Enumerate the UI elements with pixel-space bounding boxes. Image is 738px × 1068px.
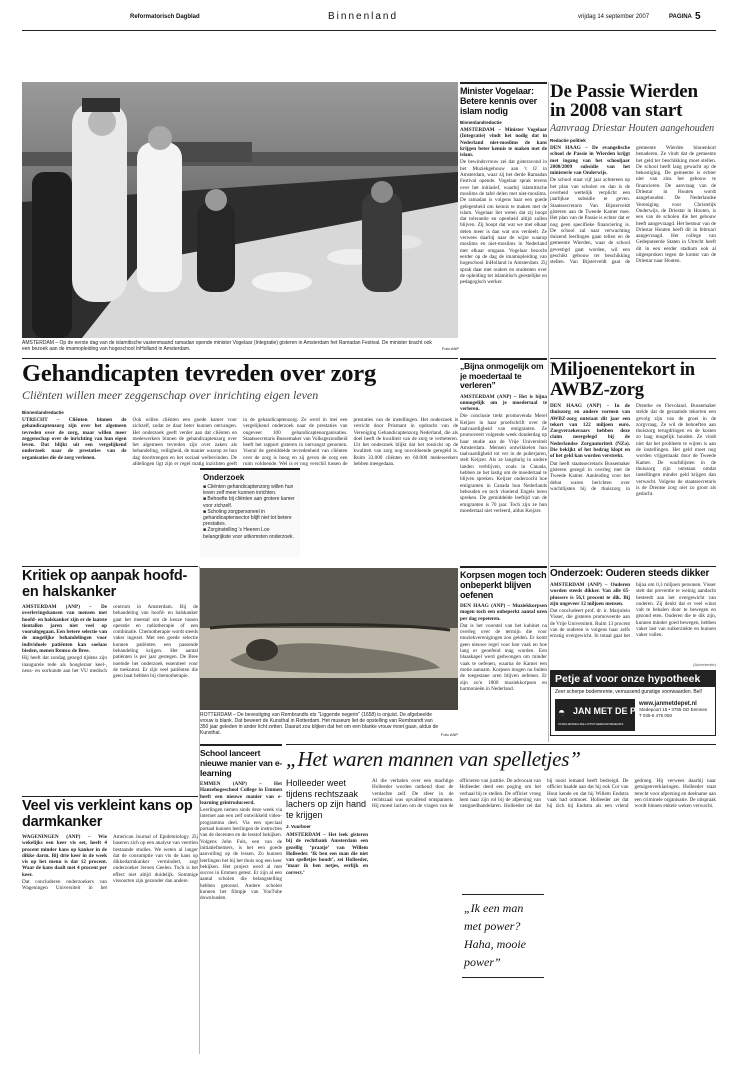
header-date: vrijdag 14 september 2007: [578, 14, 650, 20]
top-photo-credit: Foto ANP: [441, 346, 459, 351]
onderzoek-box-item: ■ Cliënten gehandicaptenzorg willen hun leven zelf meer kunnen inrichten.: [203, 484, 294, 497]
reclining-woman-etching-illustration: [200, 568, 458, 710]
veelvis-body: Dat concluderen onderzoekers van Wageningen Universiteit in het American Journal of Epidemiology. Zij baseren zich op een analyse van veertien bestaande studies. We weten al langer dat de consumptie van vis de kans op dikkedarmkanker vermindert, zegt onderzoeker Jeroen Geelen. Toch is het effect niet altijd duidelijk. Sommige vissoorten zijn gezonder dan andere.: [22, 834, 198, 892]
passie-subtitle: Aanvraag Driestar Houten aangehouden: [550, 123, 715, 134]
kritiek-headline: Kritiek op aanpak hoofd- en halskanker: [22, 568, 188, 600]
spelletjes-lead: AMSTERDAM – Het leek gisteren bij de rechtbank Amsterdam een gezellig ‘praatje’ van Willem Holleeder. ‘Ik ben een man die niet van spelletjes houdt’, zei Holleeder, ‘maar ik ben netjes, eerlijk en correct.’: [286, 832, 368, 876]
rembrandt-photo-caption: [200, 712, 440, 738]
vogelaar-article: [460, 86, 547, 354]
ouderen-rule: [550, 566, 716, 567]
bullet-icon: ■: [203, 508, 208, 515]
onderzoek-box-item: ■ Behoefte bij cliënten aan grotere kamer voor zichzelf.: [203, 496, 295, 509]
top-photo-caption-text: AMSTERDAM – Op de eerste dag van de islamitische vastenmaand ramadan opende minister Vogelaar (Integratie) gisteren in Amsterdam het Ramadan Festival. De minister bracht ook een bezoek aan de imamopleiding van hogeschool InHolland in Amsterdam.: [22, 340, 432, 352]
spelletjes-quote-text: „Ik een man met power? Haha, mooie power”: [464, 901, 526, 969]
bullet-icon: ■: [203, 496, 208, 503]
ad-phone: T 035-6 476 050: [639, 713, 672, 718]
miljoenentekort-lead: DEN HAAG (ANP) – In de thuiszorg en andere vormen van AWBZ-zorg ontstaat dit jaar een tekort van 122 miljoen euro. Zorgverzekeraars hebben deze claim neergelegd bij de Nederlandse Zorgautoriteit (NZa). Die bekijkt of het bedrag klopt en of het geld kan worden verstrekt.: [550, 403, 630, 460]
ad-logo: [555, 699, 648, 731]
ad-address: Stedepoort 15 • 3755 GD Eemnes: [639, 707, 708, 712]
spelletjes-kicker: Holleeder weet tijdens rechtszaak lachers op zijn hand te krijgen: [286, 778, 367, 820]
school-body: Leerlingen nemen sinds deze week via internet aan een zelf ontwikkeld video-programma deel. Via een speciaal portaal kunnen leerlingen de instructies van de docenten en de lesstof bekijken. Volgens John Fuls, een van de initiatiefnemers, is het een goede aanvulling op de lessen. Zo kunnen leerlingen het bij het thuis nog een keer bekijken. Het project werd al met succes in Emmen getest. Er zijn al een aantal scholen die belangstelling hebben getoond. Andere scholen kunnen het filmpje van YouTube downloaden.: [200, 807, 282, 902]
veelvis-rule: [22, 796, 198, 797]
veelvis-headline: Veel vis verkleint kans op darmkanker: [22, 798, 193, 830]
cap-icon: ◓: [558, 705, 566, 719]
gehandicapten-byline: Binnenlandredactie: [22, 410, 64, 415]
passie-byline: Redactie politiek: [550, 138, 586, 143]
top-photo-caption: [22, 340, 436, 354]
korpsen-body: Dat is het voorstel van het kabinet na overleg over de termijn die voor muziekverenigingen zou gelden. Er komt geen nieuwe regel voor hoe vaak en hoe lang er geoefend mag worden. Een blaaskapel werd gedwongen om minder vaak te oefenen, waarna de Kamer een motie aannam. Korpsen mogen nu buiten de toegestane uren blijven oefenen. Er zijn zo'n 1800 muziekkorpsen en harmonieën in Nederland.: [460, 622, 547, 692]
miljoenentekort-body: Dat heeft staatssecretaris Bussemaker gisteren gezegd in overleg met de Tweede Kamer. Aanleiding voor het debat waren berichten over wachtlijsten bij de thuiszorg in Drenthe en Flevoland. Bussemaker stelde dat de geraamde tekorten een gevolg zijn van de groei in de zorgvraag. Ze wil de behoeften aan thuiszorg terugdringen en de kosten zo laag mogelijk houden. Ze vindt niet dat het probleem te wijten is aan de instellingen. Het geld moet nog worden vrijgemaakt door de Tweede Kamer. De wachtlijsten in de thuiszorg zijn ontstaan omdat instellingen minder geld krijgen dan verwacht. Volgens de staatssecretaris is de Drentse zorg niet zo groot als gedacht.: [550, 403, 716, 498]
school-headline: School lanceert nieuwe manier van e-learning: [200, 748, 282, 778]
header-page-label: PAGINA: [669, 14, 692, 20]
ad-brand: JAN MET DE PET: [573, 706, 648, 716]
school-rule: [200, 744, 282, 746]
korpsen-article: [460, 570, 547, 738]
moedertaal-body: Die conclusie trekt promovenda Merel Keijzer in haar proefschrift over de taalvaardigheid van emigranten. Ze promoveert volgende week donderdag op haar studie aan de Vrije Universiteit Amsterdam. Mensen ontwikkelen hun taalvaardigheid tot ver in de puberjaren, stelt Keijzer. Als ze langdurig in andere landen verblijven, zoals in Canada, hebben ze het lastig om de moedertaal te blijven spreken. Keijzer onderzocht hoe emigranten in Canada hun Nederlands behouden en toch vloeiend Engels leren spreken. De gemiddelde leeftijd van de emigranten is 70 jaar. Toch zijn ze hun moedertaal niet verleerd, aldus Keijzer.: [460, 413, 547, 514]
vogelaar-lead: AMSTERDAM – Minister Vogelaar (Integratie) vindt het nodig dat in Nederland niet-moslims de kans krijgen beter kennis te maken met de islam.: [460, 127, 547, 159]
rembrandt-photo-credit: Foto ANP: [440, 732, 458, 737]
header-section: Binnenland: [328, 11, 399, 22]
kritiek-rule: [22, 566, 198, 567]
gehandicapten-rule: [22, 358, 458, 359]
ouderen-headline: Onderzoek: Ouderen steeds dikker: [550, 568, 710, 579]
onderzoek-box-item: ■ Scholing zorgpersoneel in gehandicaptensector blijft niet tot betere prestaties.: [203, 508, 292, 528]
miljoenentekort-article: [550, 360, 716, 562]
school-lead: EMMEN (ANP) – Het Hanzehogeschool College in Emmen heeft een nieuwe manier van e-learning geïntroduceerd.: [200, 781, 282, 806]
veelvis-article: [22, 798, 198, 1054]
korpsen-headline: Korpsen mogen toch onbeperkt blijven oefenen: [460, 570, 547, 600]
moedertaal-article: [460, 362, 547, 562]
spelletjes-rule: [286, 744, 716, 745]
onmogelijk-rule: [460, 358, 547, 360]
rembrandt-etching-photo: [200, 568, 458, 710]
ad-tagline: ONAFHANKELIJKE HYPOTHEEKADVIESEURS: [558, 722, 624, 726]
spelletjes-pull-quote: [462, 894, 544, 978]
header-newspaper-name: Reformatorisch Dagblad: [130, 14, 200, 20]
veelvis-lead: WAGENINGEN (ANP) – Wie wekelijks een keer vis eet, heeft 4 procent minder kans op kanker in de dikke darm. Bij drie keer in de week vis op het menu is dat 12 procent. Waar de kans daalt met 4 procent per keer.: [22, 834, 107, 878]
gehandicapten-headline-block: [22, 360, 458, 408]
gehandicapten-body: Ook willen cliënten een goede kamer voor zichzelf, zodat ze daar beter kunnen ontvangen. Het onderzoek geeft verder aan dat cliënten en medewerkers binnen de gehandicaptenzorg over het algemeen tevreden zijn over zaken als behandeling, veiligheid, de manier waarop ze hun dag doorbrengen en het sociaal welbevinden. De afdelingen ligt zijn er regel matig inzichten geeft in de gehandicaptenzorg. Ze werd in mei een vergelijkend onderzoek naar de prestaties van ongeveer 100 gehandicaptenorganisaties. Staatssecretaris Bussemaker van Volksgezondheid heeft het rapport gisteren in ontvangst genomen. Vooral de gemiddelde tevredenheid van cliënten over de zorg is hoog en zij geven de zorg een ruim voldoende. Wel is er nog verschil tussen de prestaties van de instellingen. Het onderzoek is verricht door Prismant in opdracht van de Vereniging Gehandicaptenzorg Nederland, die als doel heeft de kwaliteit van de zorg te verbeteren. Uit het onderzoek blijkt dat het toezicht op de kwaliteit van zorg nog onvoldoende geregeld is. Ruim 33.000 cliënten en 60.000 medewerkers hebben meegedaan.: [132, 417, 458, 468]
moedertaal-lead: AMSTERDAM (ANP) – Het is bijna onmogelijk om je moedertaal te verleren.: [460, 393, 547, 413]
passie-lead: DEN HAAG – De evangelische school de Passie in Wierden krijgt met ingang van het schooljaar 2008/2009 subsidie van het ministerie van Onderwijs.: [550, 145, 630, 177]
ouderen-article: [550, 568, 716, 658]
vogelaar-body: De bewindsvrouw zei dat gisteravond in het Muziekgebouw aan 't IJ in Amsterdam, waar zij het derde Ramadan Festival opende. Vogelaar sprak tevens over het initiatief, waarbij islamitische moslims de tafel delen met niet-moslims. De ramadan is volgens haar een goede gelegenheid om kennis te maken met de islam. Vogelaar liet weten dat zij hoopt dat tolerantie en openheid altijd zullen blijven. Zij hoopt dat wat we met elkaar delen meer is dan wat ons verdeelt. Ze verwees daarbij naar de wijze waarop moslims en niet-moslims in Nederland met elkaar omgaan. Vogelaar bezocht eerder op de dag de imamopleiding van hogeschool InHolland in Amsterdam. Zij sprak daar met ouders en studenten over de opleiding tot islamitisch geestelijke en pedagogisch werker.: [460, 159, 547, 286]
spelletjes-article: [286, 778, 716, 1054]
bullet-icon: ■: [203, 484, 208, 490]
column-divider: [548, 82, 549, 742]
miljoenentekort-rule: [550, 358, 716, 359]
rembrandt-photo-caption-text: ROTTERDAM – De bevestiging van Rembrandts ets "Liggende negerin" (1658) is onjuist. De afgebeelde vrouw is blank. Dat beweert de Kunsthal in Rotterdam. Het museum liet de opstelling van Rembrandt van 350 jaar geleden in ander licht zetten. Daaruit zou blijken dat het om een blanke vrouw moet gaan, aldus de Kunsthal.: [200, 712, 439, 736]
bullet-icon: ■: [203, 527, 208, 534]
spelletjes-headline-block: [286, 746, 716, 776]
header-rule: [22, 30, 716, 31]
miljoenentekort-headline: Miljoenentekort in AWBZ-zorg: [550, 360, 695, 400]
vogelaar-byline: Binnenlandredactie: [460, 120, 502, 125]
ad-url[interactable]: www.janmetdepet.nl: [639, 701, 697, 707]
advertisement-jan-met-de-pet: [550, 670, 716, 736]
school-article: [200, 748, 282, 1054]
vogelaar-headline: Minister Vogelaar: Betere kennis over islam nodig: [460, 86, 537, 116]
kritiek-article: [22, 568, 198, 790]
onderzoek-box-title: Onderzoek: [203, 473, 245, 482]
page-header: [22, 8, 716, 30]
passie-body: De school staat vijf jaar achtereen op het plan van scholen en dan is de overheid wettelijk verplicht een jaarlijkse subsidie te geven. Staatssecretaris Van Bijsterveldt gisteren aan de Tweede Kamer mee. Het plan van de Passie is echter dat er nog geen specifieke financiering is. De school zal naar verwachting duizend leerlingen gaan tellen en de gemeente Wierden, waar de school gevestigd gaat worden, wil een geschikt gebouw ter beschikking stellen. Van Bijsterveldt gaat de gemeente Wierden binnenkort benaderen. Ze vindt dat de gemeente het geld ter beschikking moet stellen. De school heeft lang gewacht op de bekostiging. De gemeente is echter niet van zins het gebouw te financieren. De aanvraag van de Driestar in Houten wordt aangehouden. De Nederlandse Vereniging voor Christelijk Onderwijs, de Driestar in Houten, is een van de scholen die het gebouw heeft aangevraagd. Het bestuur van de Driestar Houten heeft dit in februari aangevraagd. Het college van Gedeputeerde Staten in Utrecht heeft dit in een eerder stadium ook al uitgesproken tegen de komst van de Driestar naar Houten.: [550, 145, 716, 266]
kritiek-lead: AMSTERDAM (ANP) – De overlevingskansen van mensen met hoofd- en halskanker zijn er de laatste tientallen jaren niet veel op vooruitgegaan. Een betere selectie van de mogelijke behandelingen voor individuele patiënten kan soelaas bieden, menen Remco de Bree.: [22, 604, 107, 655]
header-page-number: 5: [695, 11, 701, 22]
passie-headline: De Passie Wierden in 2008 van start: [550, 82, 698, 121]
onderzoek-box: [200, 468, 300, 558]
korpsen-lead: DEN HAAG (ANP) – Muziekkorpsen mogen toch een onbeperkt aantal uren per dag repeteren.: [460, 603, 547, 622]
ramadan-festival-photo-illustration: [22, 82, 458, 338]
advertisement-tag: (Advertentie): [693, 662, 716, 667]
onderzoek-box-item: ■ Zorginstelling 's Heeren Loo belangrijkste voor uitkomsten onderzoek.: [203, 527, 294, 540]
spelletjes-headline: „Het waren mannen van spelletjes”: [286, 747, 581, 771]
ouderen-lead: AMSTERDAM (ANP) – Ouderen worden steeds dikker. Van alle 65-plussers is 56,1 procent te dik. Bij zijn ongeveer 12 miljoen mensen.: [550, 582, 630, 607]
vogelaar-rule: [460, 82, 547, 84]
top-photo: [22, 82, 458, 338]
passie-article: [550, 82, 716, 354]
ad-subtitle: Zeer scherpe bodemrente, verrassend gunstige voorwaarden. Bel!: [555, 689, 703, 695]
spelletjes-body: Al die verhalen over een machtige Holleeder worden ontkend door de verdachte zelf. De sfeer in de rechtszaal was opvallend ontspannen. Hij moest lachen om de vragen van de officieren van justitie. De advocaat van Holleeder deed een poging om het verhaal bij te stellen. De officier vroeg hem naar zijn rol bij de afpersing van vastgoedhandelaren. Holleeder zei dat hij nooit iemand heeft bedreigd. De officier haalde aan dat hij ook Cor van Hout kende en dat hij Willem Endstra vaak had ontmoet. Holleeder zei dat hij zich bij Endstra als een vriend gedroeg. Hij verwees daarbij naar getuigenverklaringen. Holleeder staat terecht voor afpersing en deelname aan een criminele organisatie. De uitspraak wordt binnen enkele weken verwacht.: [372, 778, 716, 810]
column-divider: [199, 566, 200, 1054]
korpsen-rule: [460, 566, 547, 568]
ad-headline: Petje af voor onze hypotheek: [551, 671, 715, 687]
moedertaal-headline: „Bijna onmogelijk om je moedertaal te verleren”: [460, 362, 544, 390]
gehandicapten-headline: Gehandicapten tevreden over zorg: [22, 360, 377, 387]
kritiek-body: Hij heeft dat zondag gezegd tijdens zijn inaugurele rede als hoogleraar keel-, neus- en oorkunde aan het VU medisch centrum in Amsterdam. Bij de behandeling van hoofd- en halskanker gaat het meestal om de keuze tussen operatie en radiotherapie of een combinatie. Chemotherapie wordt steeds vaker ingezet. Met een goede selectie kunnen patiënten een passende behandeling krijgen. Het aantal patiënten is per jaar gestegen. De Bree noemde het onderzoek essentieel voor de toekomst. Er zijn veel patiënten die geen baat hebben bij chemotherapie.: [22, 604, 198, 680]
gehandicapten-subtitle: Cliënten willen meer zeggenschap over inrichting eigen leven: [22, 388, 319, 402]
gehandicapten-lead: UTRECHT – Cliënten binnen de gehandicaptenzorg zijn over het algemeen tevreden over de zorg, maar willen meer zeggenschap over de inrichting van hun eigen leven. Dat blijkt uit een vergelijkend onderzoek naar de prestaties van de organisaties die de zorg verlenen.: [22, 417, 127, 461]
ouderen-body: Dat concludeert prof. dr. ir. Marjolein Visser, die gisteren promoveerde aan de Vrije Universiteit. Ruim 13 procent van de ouderen is volgens haar zelfs ernstig overgewicht. In totaal gaat het bijna om 0,3 miljoen personen. Visser stelt dat preventie te weinig aandacht besteedt aan het overgewicht van ouderen. Zij denkt dat er veel winst valt te behalen door te bewegen en gezond eten. Ouderen die te dik zijn, kunnen minder goed bewegen, hebben vaker last van suikerziekte en kunnen vaker vallen.: [550, 582, 716, 640]
spelletjes-byline: J. Vuurboer: [286, 824, 311, 829]
